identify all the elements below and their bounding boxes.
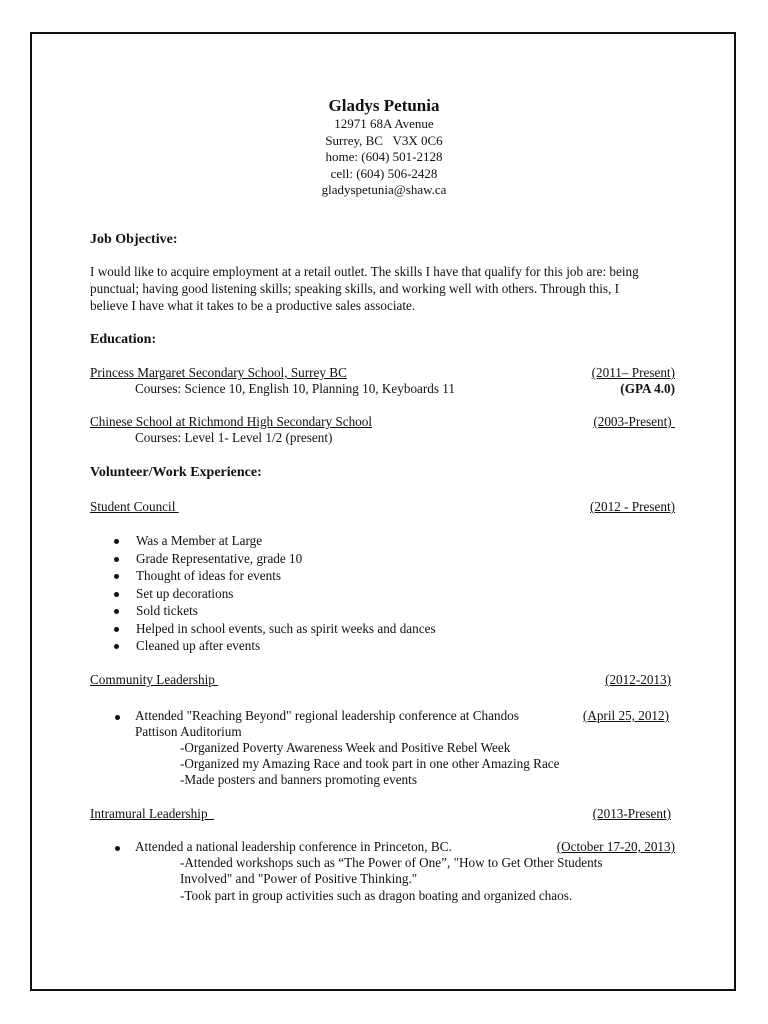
school-name-1: Princess Margaret Secondary School, Surrey BC (90, 365, 347, 380)
community-sub-2: -Organized my Amazing Race and took part in one other Amazing Race (180, 756, 560, 771)
bullet-icon (114, 574, 119, 579)
intramural-leadership-dates: (2013-Present) (592, 806, 671, 821)
community-leadership-dates: (2012-2013) (605, 672, 671, 687)
list-item: Helped in school events, such as spirit weeks and dances (136, 620, 436, 638)
home-phone: home: (604) 501-2128 (325, 149, 443, 164)
list-item: Was a Member at Large (136, 532, 436, 550)
school-courses-1: Courses: Science 10, English 10, Planning 10, Keyboards 11 (135, 381, 456, 396)
intramural-item-line-1: Attended a national leadership conference in Princeton, BC. (135, 839, 452, 854)
student-council-title: Student Council (90, 499, 179, 514)
school-courses-2: Courses: Level 1- Level 1/2 (present) (135, 430, 333, 445)
address-line-1: 12971 68A Avenue (334, 116, 434, 131)
objective-line-3: believe I have what it takes to be a productive sales associate. (90, 298, 416, 313)
list-item: Sold tickets (136, 602, 436, 620)
school-dates-1: (2011– Present) (591, 365, 675, 380)
cell-phone: cell: (604) 506-2428 (330, 165, 438, 181)
bullet-icon (115, 846, 120, 851)
objective-heading: Job Objective: (90, 232, 178, 247)
intramural-sub-2: Involved" and "Power of Positive Thinking." (180, 871, 418, 886)
community-item-line-2: Pattison Auditorium (135, 724, 242, 739)
email-address: gladyspetunia@shaw.ca (321, 182, 447, 197)
student-council-dates: (2012 - Present) (590, 499, 675, 514)
applicant-name: Gladys Petunia (328, 96, 440, 115)
objective-line-1: I would like to acquire employment at a retail outlet. The skills I have that qualify for this job are: being (90, 264, 639, 279)
bullet-icon (114, 609, 119, 614)
community-leadership-title: Community Leadership (90, 672, 219, 687)
school-dates-2: (2003-Present) (593, 414, 675, 429)
list-item: Set up decorations (136, 585, 436, 603)
community-sub-3: -Made posters and banners promoting events (180, 772, 417, 787)
community-sub-1: -Organized Poverty Awareness Week and Positive Rebel Week (180, 740, 511, 755)
intramural-item-date: (October 17-20, 2013) (556, 839, 675, 854)
experience-heading: Volunteer/Work Experience: (90, 465, 262, 480)
intramural-sub-3: -Took part in group activities such as dragon boating and organized chaos. (180, 888, 573, 903)
intramural-sub-1: -Attended workshops such as “The Power of One”, "How to Get Other Students (180, 855, 603, 870)
education-heading: Education: (90, 332, 157, 347)
community-item-line-1: Attended "Reaching Beyond" regional leadership conference at Chandos (135, 708, 519, 723)
list-item: Cleaned up after events (136, 637, 436, 655)
list-item: Grade Representative, grade 10 (136, 550, 436, 568)
school-name-2: Chinese School at Richmond High Secondary School (90, 414, 373, 429)
community-item-date: (April 25, 2012) (582, 708, 669, 723)
list-item: Thought of ideas for events (136, 567, 436, 585)
gpa-label: (GPA 4.0) (620, 381, 675, 396)
bullet-icon (114, 592, 119, 597)
bullet-icon (114, 557, 119, 562)
student-council-list (136, 532, 436, 655)
intramural-leadership-title: Intramural Leadership (90, 806, 215, 821)
bullet-icon (114, 627, 119, 632)
bullet-icon (114, 539, 119, 544)
address-line-2: Surrey, BC V3X 0C6 (325, 132, 443, 148)
bullet-icon (115, 715, 120, 720)
bullet-icon (114, 644, 119, 649)
objective-line-2: punctual; having good listening skills; speaking skills, and working well with others. Through this, I (90, 281, 620, 296)
resume-header (0, 96, 768, 199)
